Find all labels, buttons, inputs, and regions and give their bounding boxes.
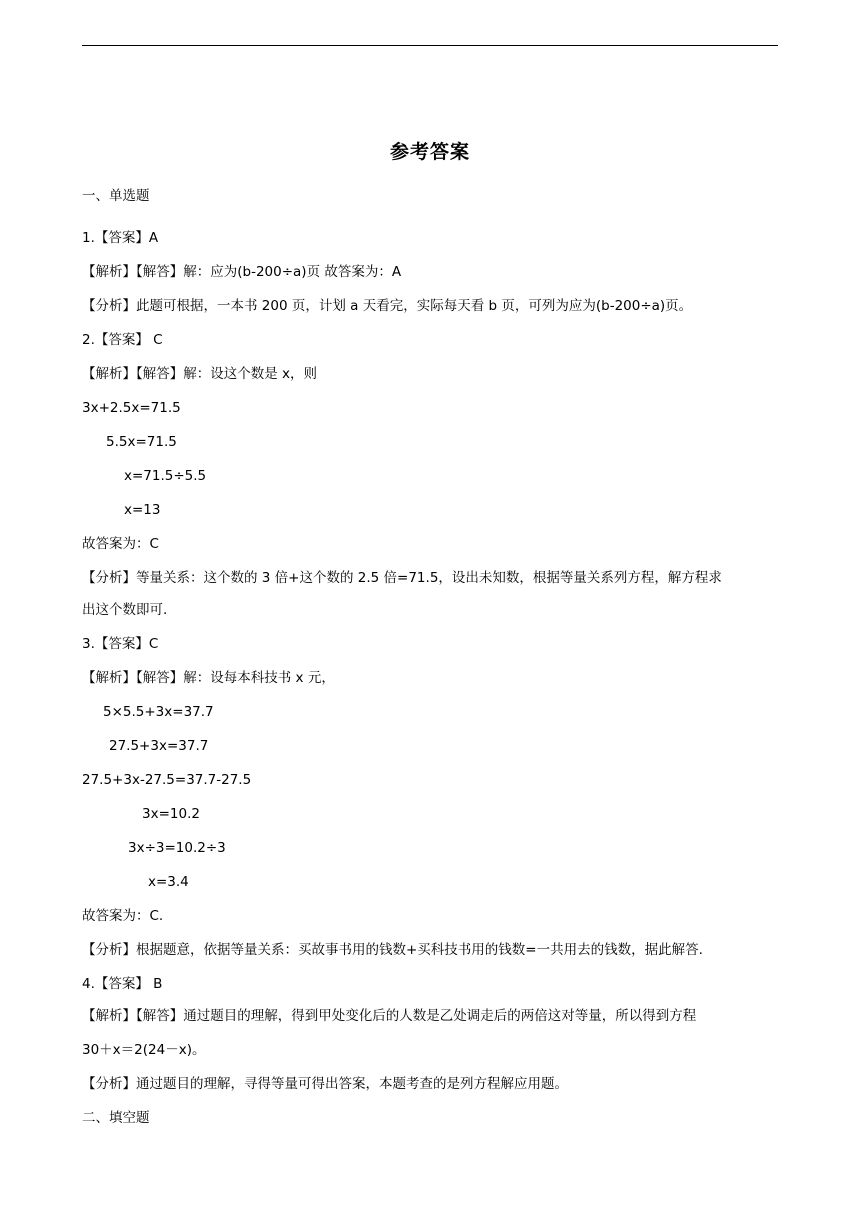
equation-line: 30＋x＝2(24－x)。: [82, 1042, 206, 1058]
analysis-line: 【分析】等量关系：这个数的 3 倍+这个数的 2.5 倍=71.5，设出未知数，根据等量关系列方程，解方程求: [82, 570, 722, 586]
analysis-line: 【解析】【解答】解：应为(b-200÷a)页 故答案为：A: [82, 264, 402, 280]
analysis-line: 【解析】【解答】通过题目的理解，得到甲处变化后的人数是乙处调走后的两倍这对等量，所以得到方程: [82, 1008, 697, 1024]
section-heading: 一、单选题: [82, 188, 150, 204]
equation-line: 27.5+3x-27.5=37.7-27.5: [82, 772, 252, 788]
answer-summary: 故答案为：C.: [82, 908, 164, 924]
equation-line: 5.5x=71.5: [106, 434, 177, 450]
equation-line: x=3.4: [148, 874, 189, 890]
analysis-line: 【分析】此题可根据，一本书 200 页，计划 a 天看完，实际每天看 b 页，可列为应为(b-200÷a)页。: [82, 298, 693, 314]
answer-line: 1.【答案】A: [82, 230, 159, 246]
answer-summary: 故答案为：C: [82, 536, 159, 552]
analysis-line: 【分析】通过题目的理解，寻得等量可得出答案，本题考查的是列方程解应用题。: [82, 1076, 568, 1092]
equation-line: 3x÷3=10.2÷3: [128, 840, 226, 856]
analysis-line: 出这个数即可.: [82, 602, 168, 618]
header-rule: [82, 45, 778, 46]
equation-line: x=71.5÷5.5: [124, 468, 207, 484]
page-title: 参考答案: [389, 141, 470, 163]
equation-line: 5×5.5+3x=37.7: [103, 704, 214, 720]
answer-line: 3.【答案】C: [82, 636, 159, 652]
analysis-line: 【解析】【解答】解：设这个数是 x，则: [82, 366, 318, 382]
equation-line: x=13: [124, 502, 161, 518]
analysis-line: 【分析】根据题意，依据等量关系：买故事书用的钱数+买科技书用的钱数=一共用去的钱数，据此解答.: [82, 942, 703, 958]
section-heading: 二、填空题: [82, 1110, 150, 1126]
equation-line: 3x+2.5x=71.5: [82, 400, 181, 416]
answer-line: 4.【答案】 B: [82, 976, 163, 992]
equation-line: 3x=10.2: [142, 806, 200, 822]
answer-line: 2.【答案】 C: [82, 332, 163, 348]
analysis-line: 【解析】【解答】解：设每本科技书 x 元，: [82, 670, 335, 686]
equation-line: 27.5+3x=37.7: [109, 738, 209, 754]
